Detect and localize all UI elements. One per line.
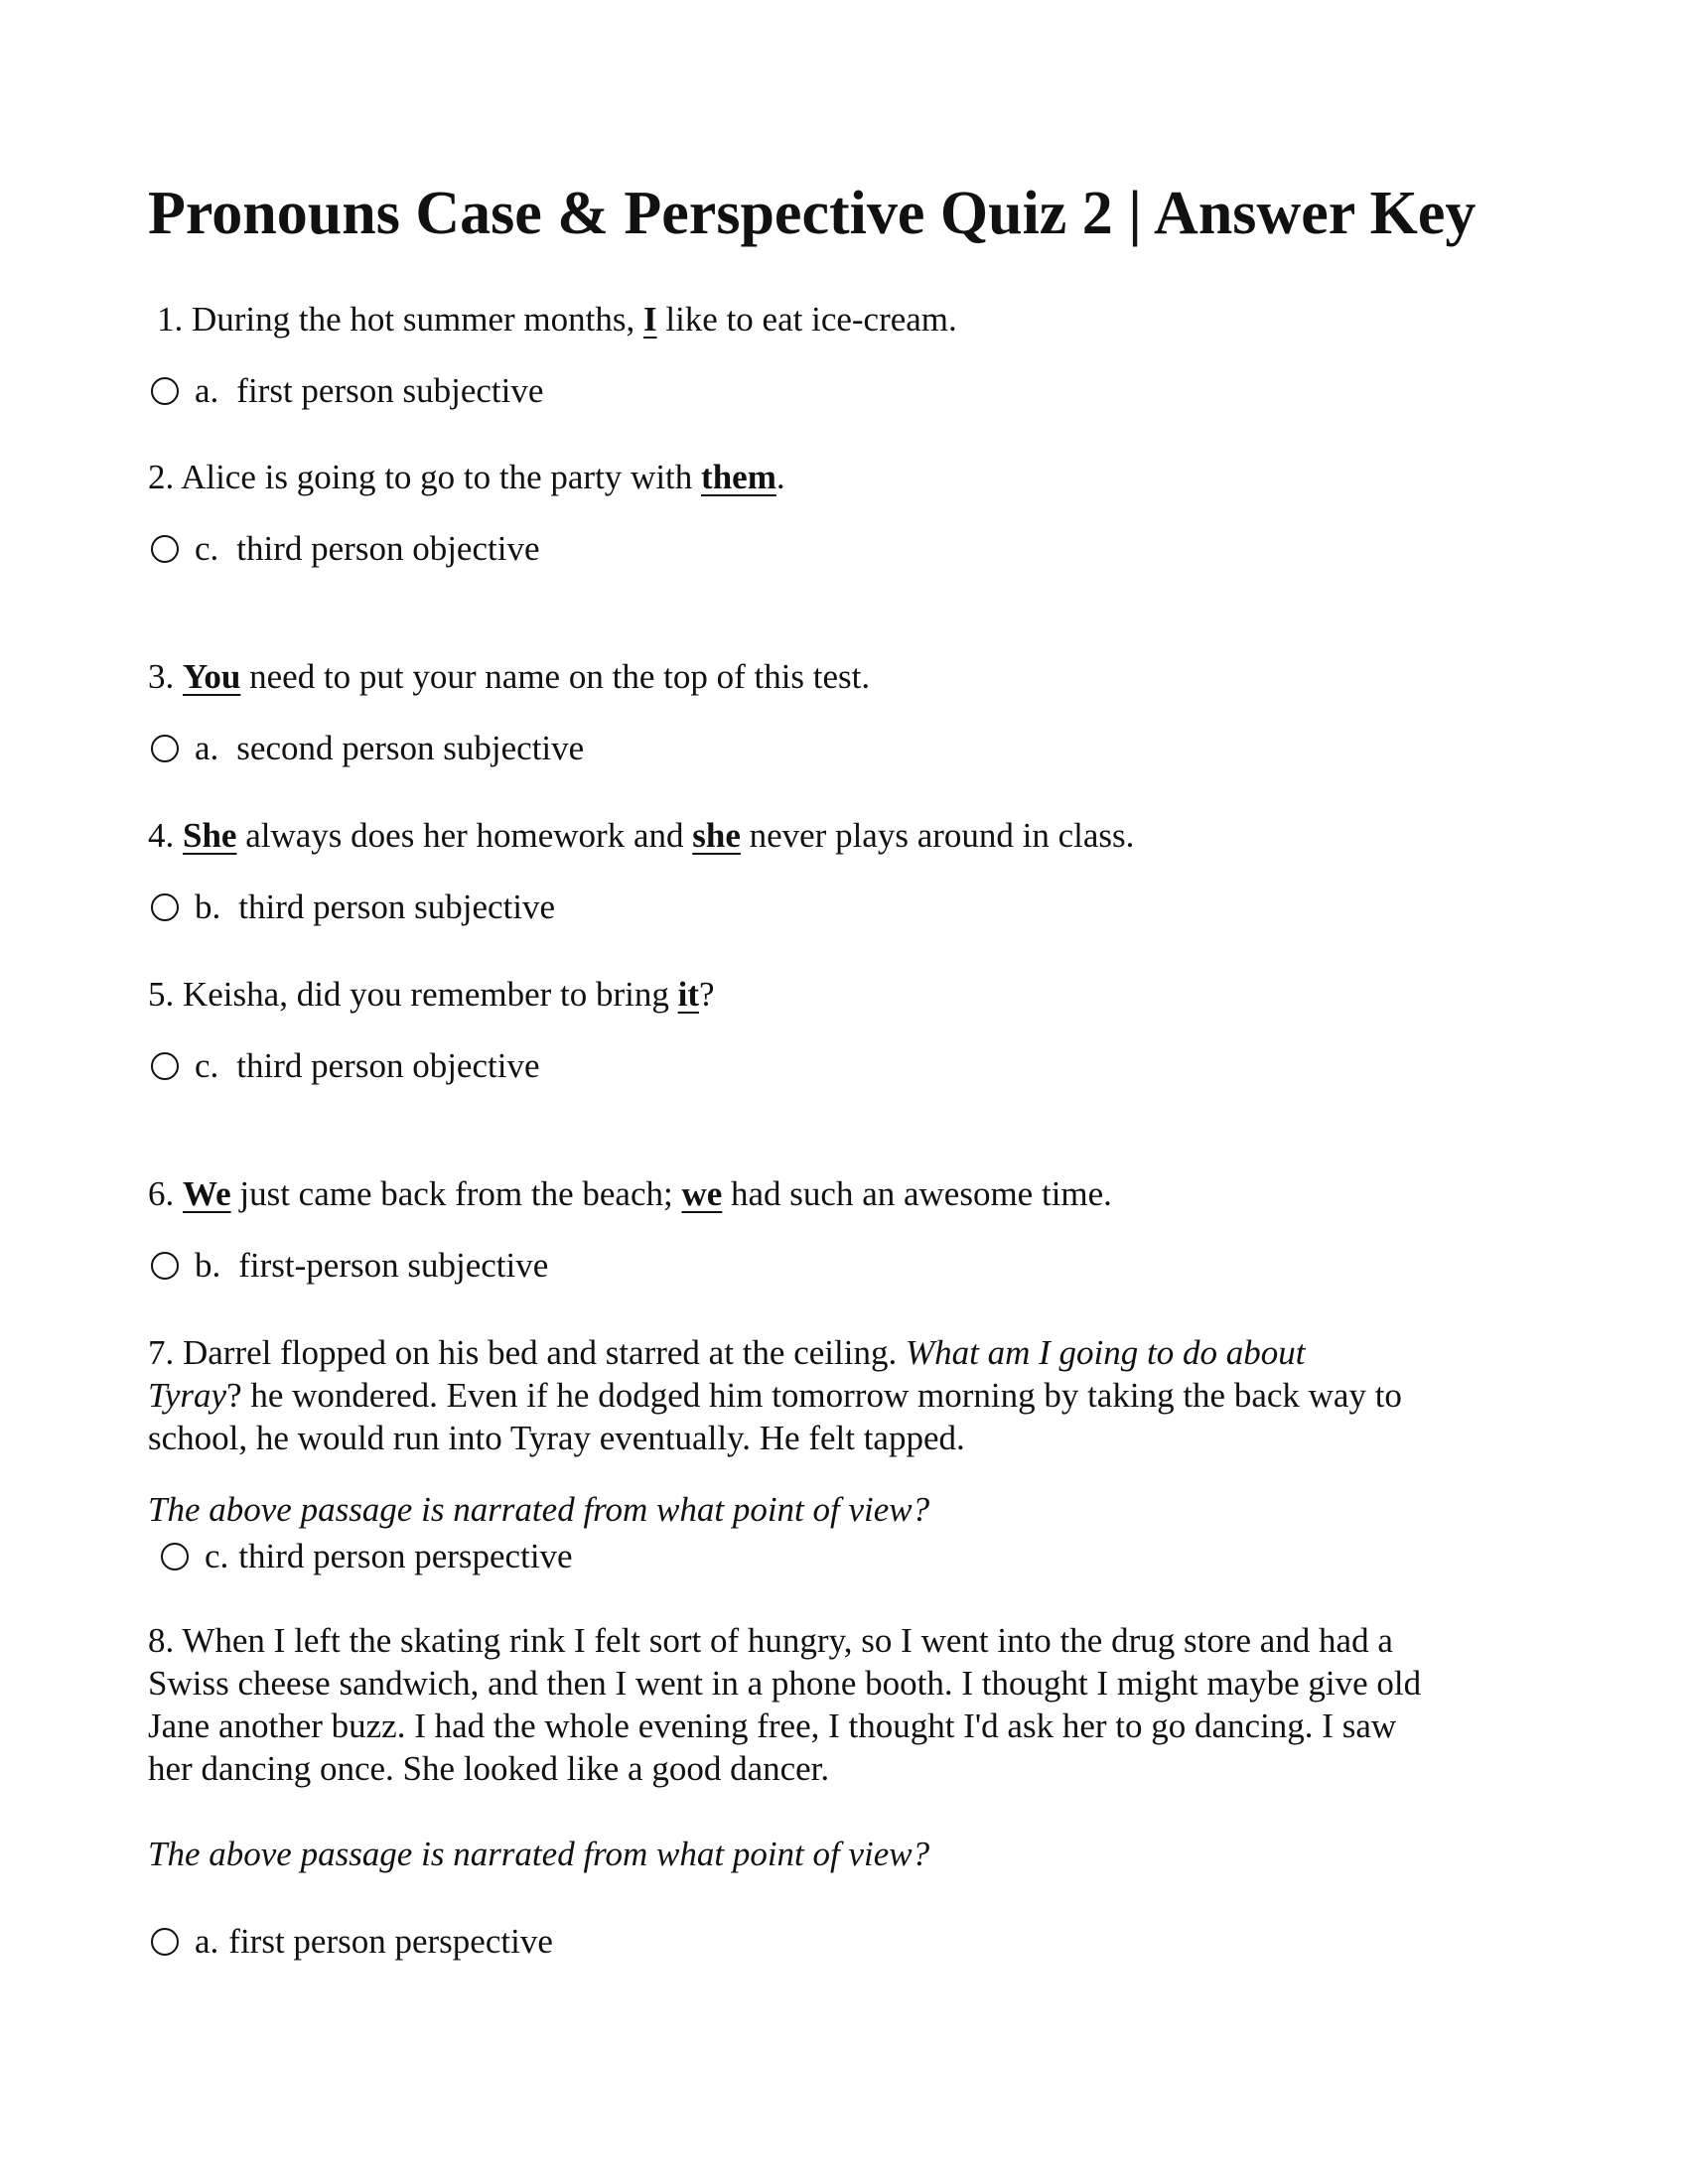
answer-text: second person subjective [236, 729, 585, 767]
target-pronoun: it [677, 975, 700, 1014]
question-text: like to eat ice-cream. [656, 300, 957, 339]
question-number: 4. [148, 816, 175, 855]
passage-line [148, 1331, 1538, 1374]
answer-letter: b. [195, 1246, 221, 1285]
answer-6 [151, 1244, 548, 1288]
question-4 [148, 814, 1134, 858]
question-text: had such an awesome time. [722, 1174, 1112, 1213]
question-number: 5. [148, 975, 175, 1014]
answer-bubble[interactable] [151, 535, 179, 563]
answer-text: third person perspective [238, 1537, 573, 1575]
answer-bubble[interactable] [161, 1543, 189, 1570]
passage-line: Swiss cheese sandwich, and then I went in a phone booth. I thought I might maybe give old [148, 1664, 1422, 1703]
passage-line: school, he would run into Tyray eventually. He felt tapped. [148, 1419, 965, 1457]
answer-text: first person perspective [228, 1922, 553, 1961]
passage-text: 7. Darrel flopped on his bed and starred at the ceiling. [148, 1333, 906, 1372]
target-pronoun: we [681, 1174, 723, 1213]
target-pronoun: We [183, 1174, 231, 1213]
answer-bubble[interactable] [151, 377, 179, 405]
answer-bubble[interactable] [151, 1052, 179, 1080]
answer-bubble[interactable] [151, 1928, 179, 1956]
answer-8 [151, 1920, 553, 1964]
question-7-prompt: The above passage is narrated from what point of view? [148, 1490, 930, 1529]
answer-letter: a. [195, 1922, 219, 1961]
target-pronoun: them [701, 458, 776, 496]
question-1 [157, 298, 957, 341]
question-5 [148, 973, 715, 1017]
question-7-passage [148, 1331, 1538, 1459]
passage-italic-text: What am I going to do about [905, 1333, 1306, 1372]
answer-5 [151, 1044, 540, 1088]
answer-bubble[interactable] [151, 1252, 179, 1280]
target-pronoun: I [642, 300, 657, 339]
question-text: . [775, 458, 785, 496]
question-text: Keisha, did you remember to bring [183, 975, 678, 1014]
answer-4 [151, 886, 555, 929]
answer-text: third person objective [236, 1046, 540, 1085]
target-pronoun: she [692, 816, 741, 855]
answer-text: first-person subjective [238, 1246, 549, 1285]
answer-letter: a. [195, 371, 219, 410]
answer-bubble[interactable] [151, 893, 179, 921]
answer-bubble[interactable] [151, 735, 179, 762]
answer-7 [161, 1535, 573, 1578]
passage-italic-text: Tyray [148, 1376, 227, 1415]
question-6 [148, 1172, 1112, 1216]
question-text: just came back from the beach; [230, 1174, 682, 1213]
answer-letter: b. [195, 887, 221, 926]
passage-line: 8. When I left the skating rink I felt sort of hungry, so I went into the drug store and had a [148, 1621, 1393, 1660]
answer-letter: a. [195, 729, 219, 767]
question-text: During the hot summer months, [192, 300, 643, 339]
answer-letter: c. [195, 1046, 219, 1085]
question-text: never plays around in class. [740, 816, 1135, 855]
question-8-passage [148, 1619, 1538, 1790]
answer-text: third person subjective [238, 887, 556, 926]
question-text: always does her homework and [236, 816, 693, 855]
question-2 [148, 456, 785, 499]
question-text: Alice is going to go to the party with [181, 458, 702, 496]
passage-line: Jane another buzz. I had the whole evening free, I thought I'd ask her to go dancing. I saw [148, 1706, 1397, 1745]
question-number: 6. [148, 1174, 175, 1213]
answer-text: first person subjective [236, 371, 544, 410]
target-pronoun: She [183, 816, 237, 855]
answer-text: third person objective [236, 529, 540, 568]
passage-line: her dancing once. She looked like a good dancer. [148, 1749, 830, 1788]
passage-line [148, 1374, 1538, 1417]
answer-letter: c. [205, 1537, 229, 1575]
target-pronoun: You [183, 657, 241, 696]
question-number: 1. [157, 300, 184, 339]
passage-text: ? he wondered. Even if he dodged him tomorrow morning by taking the back way to [226, 1376, 1402, 1415]
answer-2 [151, 527, 540, 571]
question-number: 2. [148, 458, 175, 496]
question-text: ? [699, 975, 715, 1014]
page-title: Pronouns Case & Perspective Quiz 2 | Answer Key [148, 180, 1477, 247]
question-3 [148, 655, 870, 699]
question-text: need to put your name on the top of this test. [240, 657, 871, 696]
answer-3 [151, 727, 584, 770]
answer-1 [151, 369, 543, 413]
question-number: 3. [148, 657, 175, 696]
answer-letter: c. [195, 529, 219, 568]
question-8-prompt: The above passage is narrated from what point of view? [148, 1835, 930, 1873]
